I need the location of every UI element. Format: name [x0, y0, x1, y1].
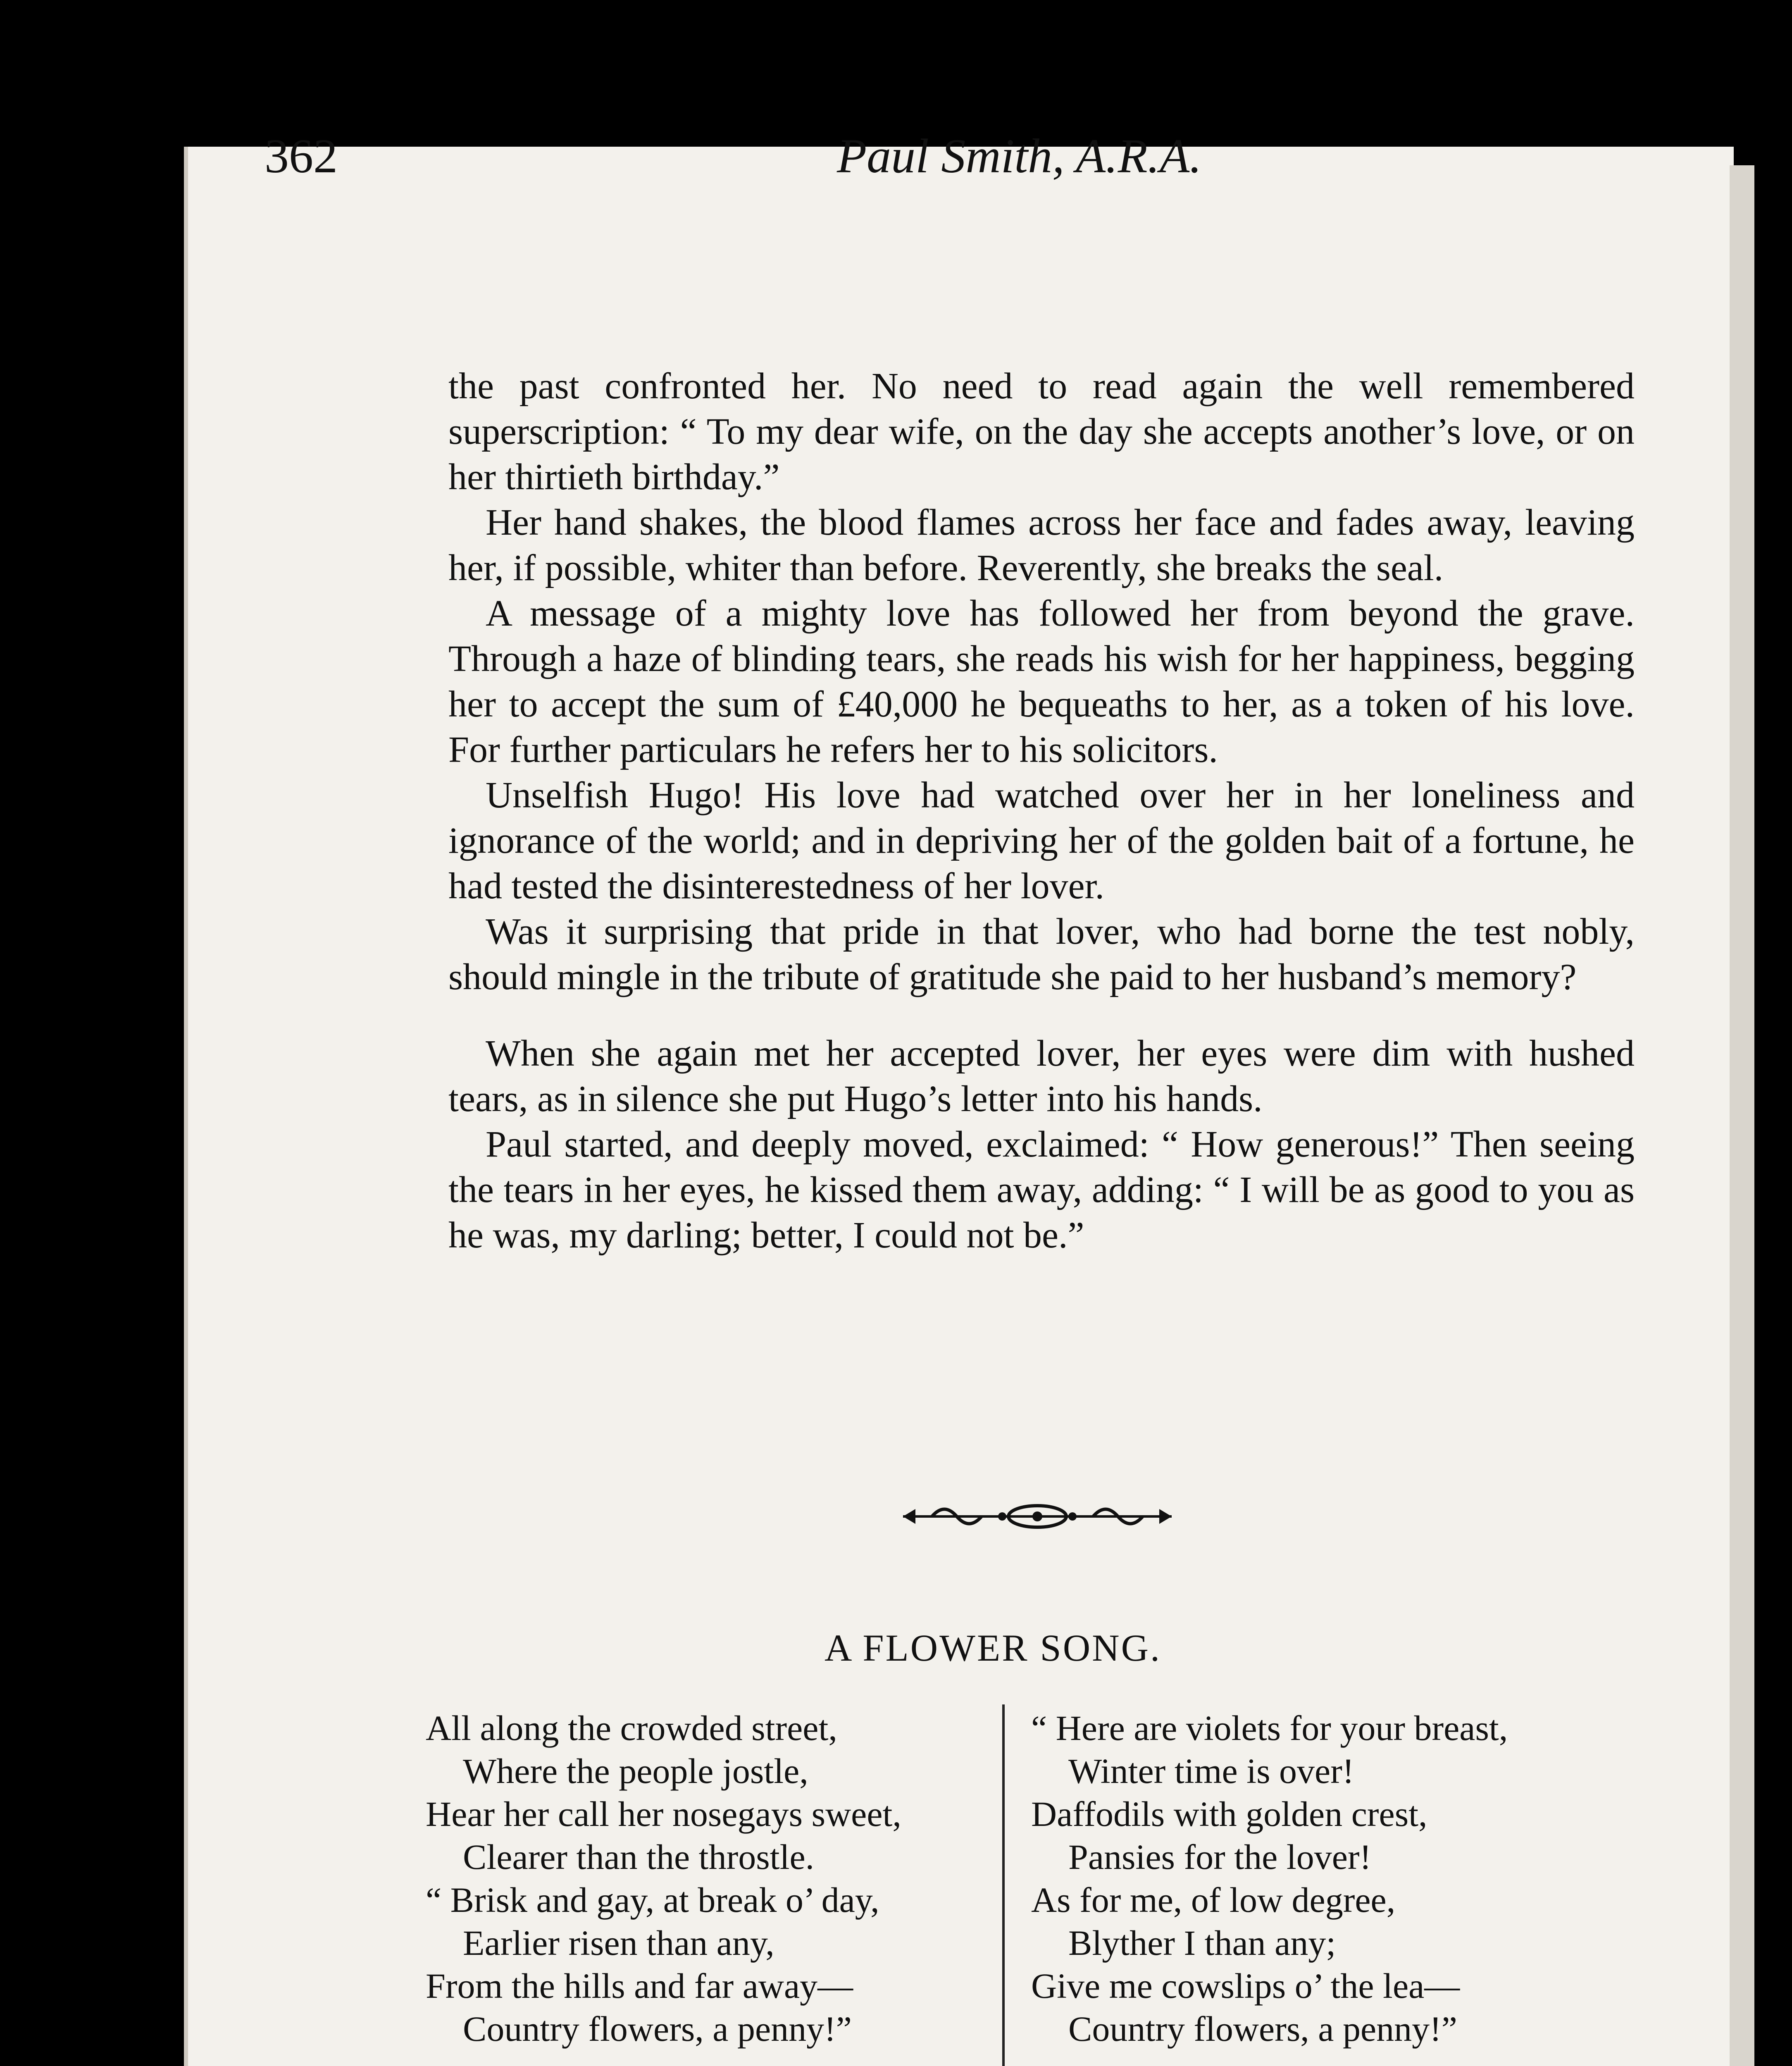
- poem-line: Earlier risen than any,: [463, 1923, 774, 1963]
- poem-line: Country flowers, a penny!”: [1068, 2009, 1457, 2049]
- poem-line: Clearer than the throstle.: [463, 1837, 815, 1877]
- paragraph: A message of a mighty love has followed her from beyond the grave. Through a haze of blinding tears, she reads his wish for her happiness, begging her to accept the sum of £40,000 he bequeaths to her, as a token of his love. For further particulars he refers her to his solicitors.: [448, 593, 1635, 770]
- story-text: [448, 364, 1635, 1258]
- poem-line: Hear her call her nosegays sweet,: [426, 1794, 901, 1834]
- column-divider: [1002, 1704, 1005, 2066]
- poem-right-column: [1031, 1707, 1561, 2066]
- ornament-divider-icon: [903, 1500, 1172, 1533]
- paragraph: Was it surprising that pride in that lover, who had borne the test nobly, should mingle in the tribute of gratitude she paid to her husband’s memory?: [448, 911, 1635, 997]
- paragraph: Paul started, and deeply moved, exclaimed: “ How generous!” Then seeing the tears in her eyes, he kissed them away, adding: “ I will be as good to you as he was, my darling; better, I could not be.”: [448, 1124, 1635, 1256]
- poem-line: Winter time is over!: [1068, 1751, 1354, 1791]
- running-title: Paul Smith, A.R.A.: [837, 129, 1202, 183]
- page-edge: [1730, 165, 1754, 2066]
- poem-title: A FLOWER SONG.: [825, 1627, 1162, 1669]
- poem-line: Give me cowslips o’ the lea—: [1031, 1966, 1460, 2006]
- poem-line: As for me, of low degree,: [1031, 1880, 1396, 1920]
- paragraph: When she again met her accepted lover, her eyes were dim with hushed tears, as in silence she put Hugo’s letter into his hands.: [448, 1033, 1635, 1119]
- paragraph: Unselfish Hugo! His love had watched over her in her loneliness and ignorance of the world; and in depriving her of the golden bait of a fortune, he had tested the disinterestedness of her lover.: [448, 775, 1635, 907]
- paragraph: Her hand shakes, the blood flames across her face and fades away, leaving her, if possible, whiter than before. Reverently, she breaks the seal.: [448, 502, 1635, 588]
- page-header: [265, 128, 1628, 186]
- poem-line: Daffodils with golden crest,: [1031, 1794, 1427, 1834]
- poem-line: From the hills and far away—: [426, 1966, 853, 2006]
- poem-line: Where the people jostle,: [463, 1751, 808, 1791]
- poem-line: Pansies for the lover!: [1068, 1837, 1372, 1877]
- stanza-break: [426, 2050, 915, 2066]
- stanza-break: [1031, 2050, 1561, 2066]
- poem-line: All along the crowded street,: [426, 1708, 837, 1748]
- page-number: 362: [265, 129, 338, 183]
- poem-line: Country flowers, a penny!”: [463, 2009, 852, 2049]
- poem-left-column: [426, 1707, 915, 2066]
- poem-line: “ Brisk and gay, at break o’ day,: [426, 1880, 879, 1920]
- poem-line: “ Here are violets for your breast,: [1031, 1708, 1508, 1748]
- poem-line: Blyther I than any;: [1068, 1923, 1336, 1963]
- paragraph: the past confronted her. No need to read again the well remembered superscription: “ To my dear wife, on the day she accepts another’s love, or on her thirtieth birthday.”: [448, 366, 1635, 497]
